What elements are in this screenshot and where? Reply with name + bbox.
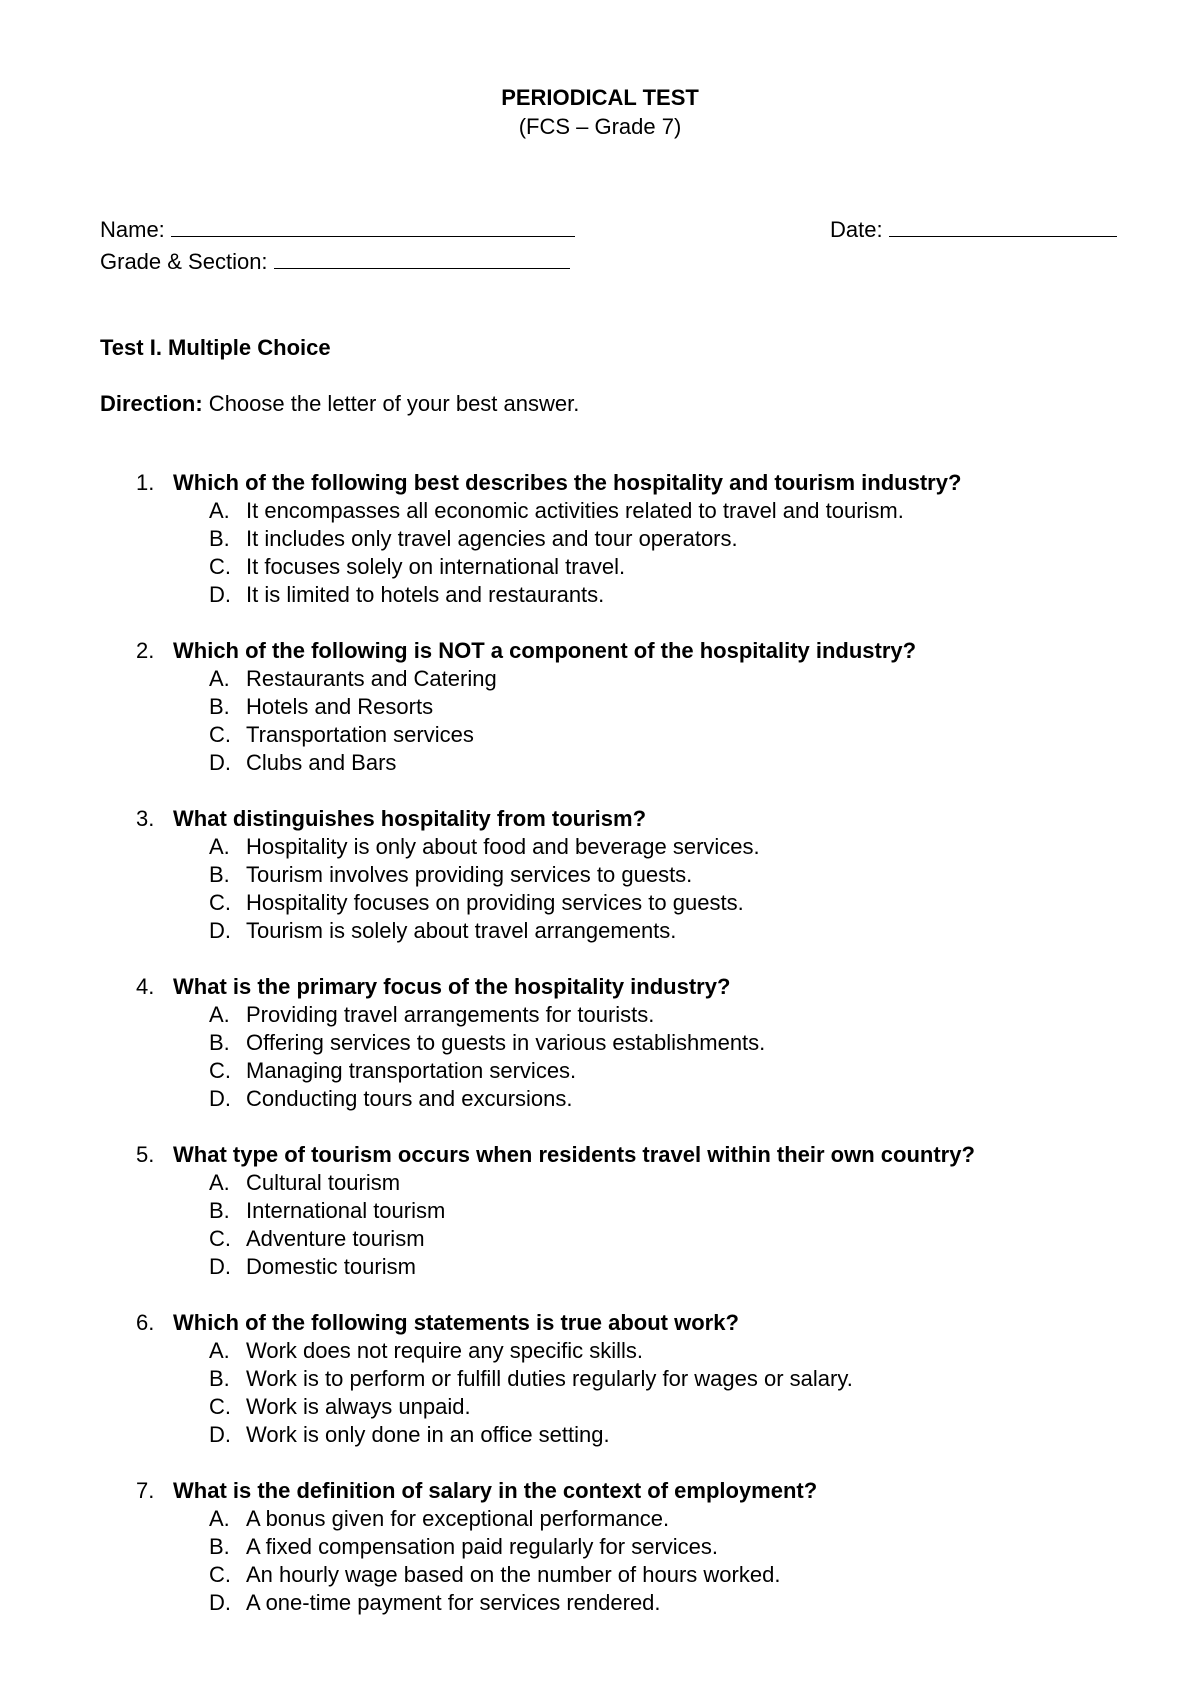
choice-letter: D.: [209, 918, 231, 943]
choice-text: It includes only travel agencies and tour operators.: [246, 526, 738, 551]
name-blank[interactable]: [171, 216, 575, 237]
choice-letter: A.: [209, 666, 230, 691]
answer-choice[interactable]: [0, 497, 1200, 525]
question-row: [0, 637, 1200, 665]
choice-text: It is limited to hotels and restaurants.: [246, 582, 605, 607]
choice-letter: A.: [209, 1506, 230, 1531]
question-row: [0, 469, 1200, 497]
answer-choice[interactable]: [0, 833, 1200, 861]
answer-choice[interactable]: [0, 1561, 1200, 1589]
answer-choice[interactable]: [0, 1393, 1200, 1421]
choice-text: Hospitality is only about food and beverage services.: [246, 834, 760, 859]
question-number: 4.: [136, 974, 155, 999]
question-row: [0, 805, 1200, 833]
choice-letter: D.: [209, 1086, 231, 1111]
choice-text: It encompasses all economic activities related to travel and tourism.: [246, 498, 904, 523]
name-label: Name:: [100, 217, 165, 242]
question-row: [0, 1309, 1200, 1337]
answer-choice[interactable]: [0, 1337, 1200, 1365]
choice-letter: B.: [209, 1198, 230, 1223]
answer-choice[interactable]: [0, 861, 1200, 889]
choice-text: Work is only done in an office setting.: [246, 1422, 610, 1447]
choice-letter: A.: [209, 1002, 230, 1027]
choice-letter: D.: [209, 1422, 231, 1447]
answer-choice[interactable]: [0, 525, 1200, 553]
answer-choice[interactable]: [0, 1505, 1200, 1533]
direction-text: Choose the letter of your best answer.: [202, 391, 580, 416]
choice-text: Cultural tourism: [246, 1170, 401, 1195]
question-number: 2.: [136, 638, 155, 663]
choice-letter: C.: [209, 1394, 231, 1419]
choice-letter: B.: [209, 1366, 230, 1391]
choice-letter: B.: [209, 1030, 230, 1055]
choice-text: Restaurants and Catering: [246, 666, 497, 691]
answer-choice[interactable]: [0, 721, 1200, 749]
choice-letter: B.: [209, 862, 230, 887]
choice-text: Managing transportation services.: [246, 1058, 577, 1083]
choice-text: Transportation services: [246, 722, 474, 747]
question-text: Which of the following statements is true about work?: [173, 1310, 739, 1335]
choice-text: Hotels and Resorts: [246, 694, 434, 719]
date-field: [830, 216, 1117, 244]
question-4: [0, 973, 1200, 1113]
answer-choice[interactable]: [0, 1589, 1200, 1617]
answer-choice[interactable]: [0, 1197, 1200, 1225]
choice-text: Adventure tourism: [246, 1226, 425, 1251]
grade-section-blank[interactable]: [274, 248, 570, 269]
name-field: [100, 216, 575, 244]
question-number: 3.: [136, 806, 155, 831]
question-text: Which of the following best describes the hospitality and tourism industry?: [173, 470, 962, 495]
choice-text: A one-time payment for services rendered.: [246, 1590, 661, 1615]
question-number: 7.: [136, 1478, 155, 1503]
answer-choice[interactable]: [0, 553, 1200, 581]
answer-choice[interactable]: [0, 917, 1200, 945]
choice-letter: A.: [209, 834, 230, 859]
answer-choice[interactable]: [0, 1029, 1200, 1057]
question-list: [0, 469, 1200, 1645]
question-3: [0, 805, 1200, 945]
answer-choice[interactable]: [0, 1057, 1200, 1085]
answer-choice[interactable]: [0, 1169, 1200, 1197]
answer-choice[interactable]: [0, 581, 1200, 609]
answer-choice[interactable]: [0, 1001, 1200, 1029]
choice-text: Tourism involves providing services to guests.: [246, 862, 693, 887]
question-7: [0, 1477, 1200, 1617]
question-text: Which of the following is NOT a component of the hospitality industry?: [173, 638, 917, 663]
choice-letter: B.: [209, 694, 230, 719]
answer-choice[interactable]: [0, 1225, 1200, 1253]
question-number: 5.: [136, 1142, 155, 1167]
choice-letter: D.: [209, 1590, 231, 1615]
question-text: What is the primary focus of the hospitality industry?: [173, 974, 731, 999]
date-label: Date:: [830, 217, 883, 242]
choice-letter: D.: [209, 582, 231, 607]
choice-letter: A.: [209, 1170, 230, 1195]
grade-section-label: Grade & Section:: [100, 249, 268, 274]
answer-choice[interactable]: [0, 1365, 1200, 1393]
question-number: 6.: [136, 1310, 155, 1335]
question-5: [0, 1141, 1200, 1281]
question-number: 1.: [136, 470, 155, 495]
choice-letter: C.: [209, 554, 231, 579]
choice-letter: C.: [209, 890, 231, 915]
choice-letter: C.: [209, 1058, 231, 1083]
choice-letter: C.: [209, 722, 231, 747]
choice-text: Tourism is solely about travel arrangements.: [246, 918, 677, 943]
choice-text: International tourism: [246, 1198, 446, 1223]
choice-letter: C.: [209, 1562, 231, 1587]
question-2: [0, 637, 1200, 777]
choice-text: Work does not require any specific skills.: [246, 1338, 643, 1363]
answer-choice[interactable]: [0, 889, 1200, 917]
choice-text: Offering services to guests in various establishments.: [246, 1030, 766, 1055]
grade-section-field: [100, 248, 570, 276]
choice-text: Work is always unpaid.: [246, 1394, 471, 1419]
question-6: [0, 1309, 1200, 1449]
choice-letter: C.: [209, 1226, 231, 1251]
answer-choice[interactable]: [0, 1085, 1200, 1113]
question-row: [0, 1141, 1200, 1169]
choice-letter: D.: [209, 750, 231, 775]
question-text: What distinguishes hospitality from tourism?: [173, 806, 647, 831]
choice-text: Domestic tourism: [246, 1254, 416, 1279]
answer-choice[interactable]: [0, 665, 1200, 693]
question-text: What is the definition of salary in the context of employment?: [173, 1478, 818, 1503]
page-title: PERIODICAL TEST: [501, 85, 699, 110]
answer-choice[interactable]: [0, 1533, 1200, 1561]
choice-text: Clubs and Bars: [246, 750, 397, 775]
choice-text: Work is to perform or fulfill duties regularly for wages or salary.: [246, 1366, 853, 1391]
choice-text: Conducting tours and excursions.: [246, 1086, 573, 1111]
question-1: [0, 469, 1200, 609]
question-row: [0, 973, 1200, 1001]
direction: [100, 390, 579, 418]
choice-text: It focuses solely on international travel.: [246, 554, 626, 579]
answer-choice[interactable]: [0, 1421, 1200, 1449]
test-heading: Test I. Multiple Choice: [100, 335, 331, 360]
choice-letter: D.: [209, 1254, 231, 1279]
choice-text: A bonus given for exceptional performance.: [246, 1506, 670, 1531]
choice-letter: B.: [209, 1534, 230, 1559]
question-text: What type of tourism occurs when residents travel within their own country?: [173, 1142, 975, 1167]
answer-choice[interactable]: [0, 693, 1200, 721]
answer-choice[interactable]: [0, 749, 1200, 777]
choice-letter: A.: [209, 498, 230, 523]
choice-text: Hospitality focuses on providing services to guests.: [246, 890, 744, 915]
choice-text: A fixed compensation paid regularly for services.: [246, 1534, 719, 1559]
choice-text: An hourly wage based on the number of hours worked.: [246, 1562, 781, 1587]
date-blank[interactable]: [889, 216, 1117, 237]
direction-label: Direction:: [100, 391, 203, 416]
choice-text: Providing travel arrangements for tourists.: [246, 1002, 655, 1027]
question-row: [0, 1477, 1200, 1505]
choice-letter: B.: [209, 526, 230, 551]
answer-choice[interactable]: [0, 1253, 1200, 1281]
choice-letter: A.: [209, 1338, 230, 1363]
page-subtitle: (FCS – Grade 7): [518, 114, 682, 139]
